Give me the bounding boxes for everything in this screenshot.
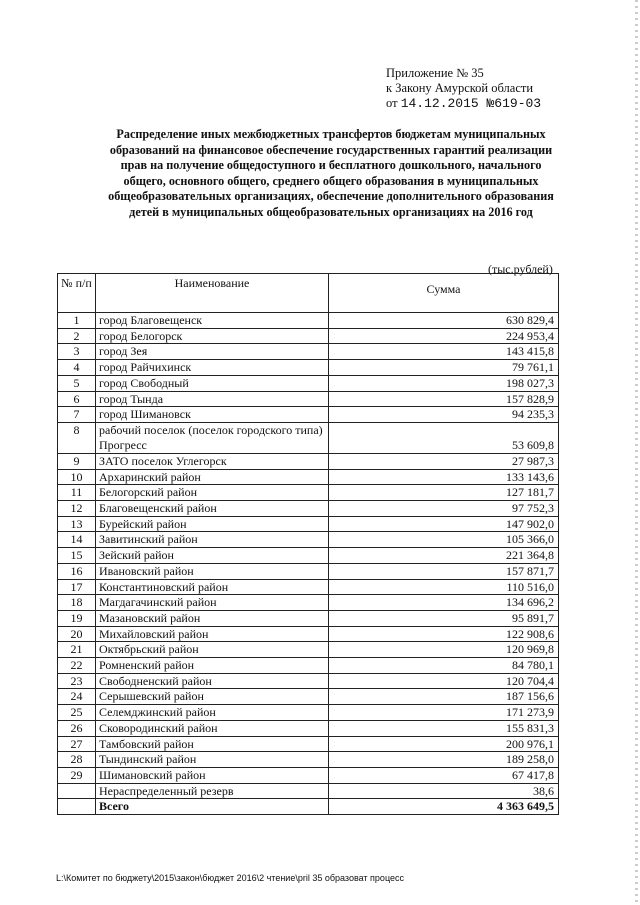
table-row — [58, 595, 559, 611]
row-name: Белогорский район — [96, 485, 329, 501]
row-name: ЗАТО поселок Углегорск — [96, 453, 329, 469]
row-name: Мазановский район — [96, 610, 329, 626]
table-row — [58, 422, 559, 453]
total-sum: 4 363 649,5 — [329, 799, 559, 815]
total-label: Всего — [96, 799, 329, 815]
table-row — [58, 469, 559, 485]
row-sum: 187 156,6 — [329, 689, 559, 705]
row-name: Тамбовский район — [96, 736, 329, 752]
table-row — [58, 453, 559, 469]
header-sum: Сумма — [329, 274, 559, 313]
table-row — [58, 501, 559, 517]
table-row — [58, 610, 559, 626]
row-sum: 133 143,6 — [329, 469, 559, 485]
row-name: Зейский район — [96, 548, 329, 564]
row-sum: 120 969,8 — [329, 642, 559, 658]
row-name: Тындинский район — [96, 752, 329, 768]
row-number: 29 — [58, 767, 96, 783]
row-sum: 94 235,3 — [329, 407, 559, 423]
row-sum: 84 780,1 — [329, 658, 559, 674]
scan-edge — [635, 0, 638, 905]
row-name: город Зея — [96, 344, 329, 360]
row-name: Михайловский район — [96, 626, 329, 642]
row-name: Ивановский район — [96, 563, 329, 579]
row-number: 6 — [58, 391, 96, 407]
table-row — [58, 360, 559, 376]
row-number: 21 — [58, 642, 96, 658]
table-row — [58, 673, 559, 689]
row-number: 18 — [58, 595, 96, 611]
unit-label: (тыс.рублей) — [488, 262, 553, 276]
table-row — [58, 642, 559, 658]
row-number: 3 — [58, 344, 96, 360]
header-name: Наименование — [96, 274, 329, 313]
row-name: рабочий поселок (поселок городского типа) Прогресс — [96, 422, 329, 453]
row-sum: 127 181,7 — [329, 485, 559, 501]
table-row — [58, 328, 559, 344]
row-name: Нераспределенный резерв — [96, 783, 329, 799]
row-sum: 110 516,0 — [329, 579, 559, 595]
row-number: 14 — [58, 532, 96, 548]
row-sum: 200 976,1 — [329, 736, 559, 752]
row-sum: 224 953,4 — [329, 328, 559, 344]
row-number: 27 — [58, 736, 96, 752]
row-sum: 79 761,1 — [329, 360, 559, 376]
row-number: 5 — [58, 375, 96, 391]
row-number: 20 — [58, 626, 96, 642]
row-sum: 171 273,9 — [329, 705, 559, 721]
appendix-date-prefix: от — [386, 96, 398, 110]
row-name: Архаринский район — [96, 469, 329, 485]
row-name: Сковородинский район — [96, 720, 329, 736]
table-row — [58, 313, 559, 329]
row-name: Селемджинский район — [96, 705, 329, 721]
table-row — [58, 767, 559, 783]
table-row — [58, 516, 559, 532]
row-number: 25 — [58, 705, 96, 721]
distribution-table — [57, 273, 559, 815]
header-number: № п/п — [58, 274, 96, 313]
table-total-row — [58, 799, 559, 815]
table-row — [58, 532, 559, 548]
total-number — [58, 799, 96, 815]
row-name: Константиновский район — [96, 579, 329, 595]
row-number: 24 — [58, 689, 96, 705]
row-sum: 134 696,2 — [329, 595, 559, 611]
row-number: 1 — [58, 313, 96, 329]
table-row — [58, 563, 559, 579]
table-row — [58, 548, 559, 564]
row-sum: 147 902,0 — [329, 516, 559, 532]
table-row — [58, 705, 559, 721]
row-name: Октябрьский район — [96, 642, 329, 658]
table-row — [58, 407, 559, 423]
row-sum: 95 891,7 — [329, 610, 559, 626]
table-row — [58, 626, 559, 642]
table-row — [58, 658, 559, 674]
document-title: Распределение иных межбюджетных трансфертов бюджетам муниципальных образований на финансовое обеспечение государственных гарантий реализации прав на получение общедоступного и бесплатного дошкольного, начального общего, основного общего, среднего общего образования в муниципальных общеобразовательных организациях, обеспечение дополнительного образования детей в муниципальных общеобразовательных организациях на 2016 год — [108, 127, 554, 219]
appendix-header — [386, 66, 541, 111]
row-number: 13 — [58, 516, 96, 532]
row-number — [58, 783, 96, 799]
row-name: город Райчихинск — [96, 360, 329, 376]
table-row — [58, 736, 559, 752]
table-row — [58, 783, 559, 799]
table-row — [58, 344, 559, 360]
row-sum: 67 417,8 — [329, 767, 559, 783]
table-row — [58, 579, 559, 595]
row-name: Завитинский район — [96, 532, 329, 548]
file-path-footer: L:\Комитет по бюджету\2015\закон\бюджет 2016\2 чтение\pril 35 образоват процесс — [56, 873, 404, 883]
row-sum: 120 704,4 — [329, 673, 559, 689]
row-number: 8 — [58, 422, 96, 453]
table-row — [58, 485, 559, 501]
row-sum: 221 364,8 — [329, 548, 559, 564]
row-number: 4 — [58, 360, 96, 376]
row-name: город Шимановск — [96, 407, 329, 423]
table-header-row — [58, 274, 559, 313]
row-sum: 157 828,9 — [329, 391, 559, 407]
row-sum: 189 258,0 — [329, 752, 559, 768]
row-number: 10 — [58, 469, 96, 485]
row-sum: 198 027,3 — [329, 375, 559, 391]
appendix-date: 14.12.2015 №619-03 — [400, 96, 542, 111]
row-sum: 630 829,4 — [329, 313, 559, 329]
row-sum: 38,6 — [329, 783, 559, 799]
table-row — [58, 752, 559, 768]
row-number: 28 — [58, 752, 96, 768]
row-number: 9 — [58, 453, 96, 469]
row-name: Благовещенский район — [96, 501, 329, 517]
row-number: 19 — [58, 610, 96, 626]
table-body — [58, 313, 559, 815]
appendix-number: Приложение № 35 — [386, 66, 484, 80]
row-name: Ромненский район — [96, 658, 329, 674]
row-number: 2 — [58, 328, 96, 344]
row-sum: 157 871,7 — [329, 563, 559, 579]
row-number: 22 — [58, 658, 96, 674]
row-number: 11 — [58, 485, 96, 501]
table-row — [58, 391, 559, 407]
row-sum: 27 987,3 — [329, 453, 559, 469]
appendix-date-line — [386, 96, 541, 111]
row-sum: 97 752,3 — [329, 501, 559, 517]
row-name: город Свободный — [96, 375, 329, 391]
row-name: Бурейский район — [96, 516, 329, 532]
row-number: 15 — [58, 548, 96, 564]
row-name: город Белогорск — [96, 328, 329, 344]
appendix-law: к Закону Амурской области — [386, 81, 534, 95]
row-name: Серышевский район — [96, 689, 329, 705]
row-name: Магдагачинский район — [96, 595, 329, 611]
row-sum: 122 908,6 — [329, 626, 559, 642]
row-name: город Тында — [96, 391, 329, 407]
row-sum: 155 831,3 — [329, 720, 559, 736]
row-sum: 53 609,8 — [329, 422, 559, 453]
row-number: 7 — [58, 407, 96, 423]
row-number: 23 — [58, 673, 96, 689]
row-sum: 105 366,0 — [329, 532, 559, 548]
row-number: 12 — [58, 501, 96, 517]
row-sum: 143 415,8 — [329, 344, 559, 360]
row-name: Шимановский район — [96, 767, 329, 783]
table-row — [58, 689, 559, 705]
table-row — [58, 720, 559, 736]
row-name: Свободненский район — [96, 673, 329, 689]
table-row — [58, 375, 559, 391]
row-number: 16 — [58, 563, 96, 579]
row-name: город Благовещенск — [96, 313, 329, 329]
row-number: 26 — [58, 720, 96, 736]
row-number: 17 — [58, 579, 96, 595]
